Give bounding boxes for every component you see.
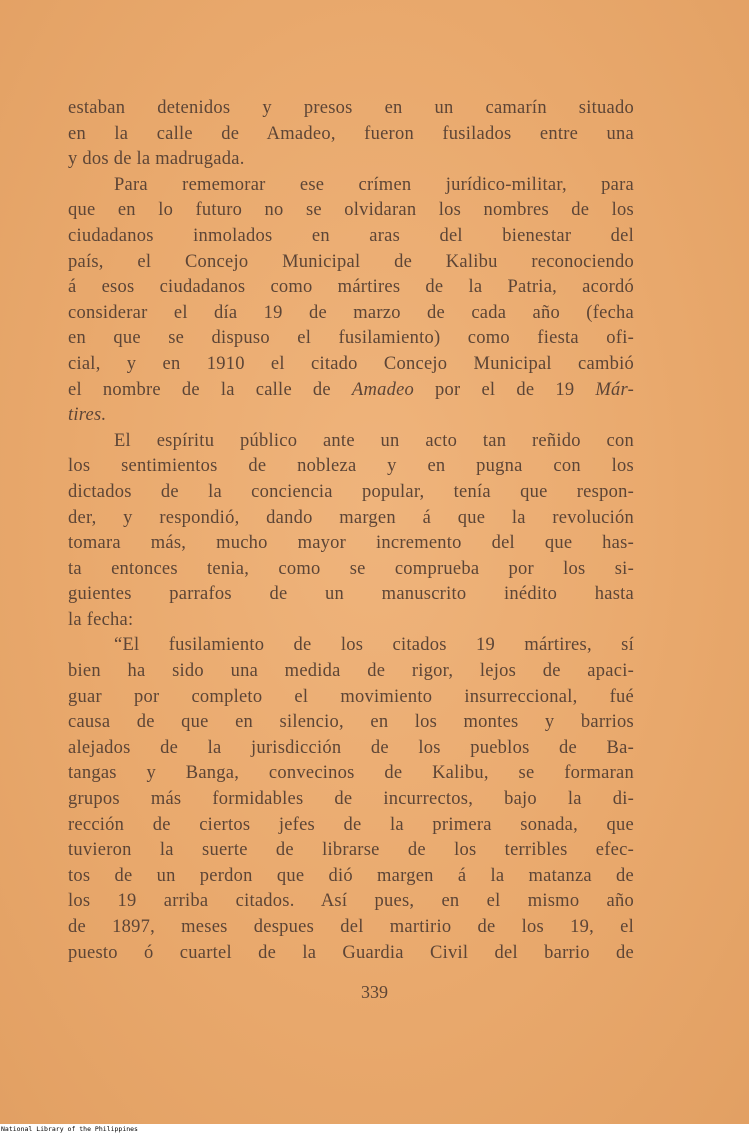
text-line: tuvieron la suerte de librarse de los terribles efec-	[68, 840, 634, 861]
text-line: cial, y en 1910 el citado Concejo Municipal cambió	[68, 353, 634, 374]
paragraph-4-quote	[68, 633, 634, 966]
text-line: tos de un perdon que dió margen á la matanza de	[68, 865, 634, 886]
text-line: que en lo futuro no se olvidaran los nombres de los	[68, 200, 634, 221]
library-footer-credit: National Library of the Philippines	[1, 1125, 138, 1133]
text-line: á esos ciudadanos como mártires de la Patria, acordó	[68, 277, 634, 298]
text-line: alejados de la jurisdicción de los pueblos de Ba-	[68, 737, 634, 758]
text-line: El espíritu público ante un acto tan reñido con	[114, 430, 634, 451]
paragraph-1	[68, 96, 634, 173]
text-line	[68, 378, 634, 404]
text-line: grupos más formidables de incurrectos, bajo la di-	[68, 789, 634, 810]
page-number: 339	[361, 982, 388, 1002]
text-line: de 1897, meses despues del martirio de los 19, el	[68, 917, 634, 937]
text-fragment: el nombre de la calle de	[68, 379, 331, 400]
text-line: ciudadanos inmolados en aras del bienestar del	[68, 225, 634, 246]
street-name-italic: Amadeo	[351, 379, 415, 400]
page-body-text	[68, 96, 634, 966]
text-line: en que se dispuso el fusilamiento) como fiesta ofi-	[68, 328, 634, 349]
text-line: tires.	[68, 405, 107, 426]
text-line: der, y respondió, dando margen á que la revolución	[68, 507, 634, 528]
text-line: considerar el día 19 de marzo de cada año (fecha	[68, 302, 634, 323]
text-line: guar por completo el movimiento insurreccional, fué	[68, 686, 634, 707]
text-line: “El fusilamiento de los citados 19 mártires, sí	[114, 635, 634, 656]
text-line: país, el Concejo Municipal de Kalibu reconociendo	[68, 251, 634, 272]
text-line: los 19 arriba citados. Así pues, en el mismo año	[68, 891, 634, 912]
text-fragment: por el de 19	[435, 379, 575, 400]
text-line: la fecha:	[68, 609, 134, 630]
text-line: puesto ó cuartel de la Guardia Civil del barrio de	[68, 942, 634, 963]
text-line: ta entonces tenia, como se comprueba por los si-	[68, 558, 634, 579]
text-line: bien ha sido una medida de rigor, lejos de apaci-	[68, 661, 634, 682]
paragraph-2	[68, 173, 634, 429]
paragraph-3	[68, 429, 634, 634]
text-line: dictados de la conciencia popular, tenía que respon-	[68, 481, 634, 502]
text-line: y dos de la madrugada.	[68, 149, 245, 170]
text-line: rección de ciertos jefes de la primera sonada, que	[68, 814, 634, 835]
text-line: tangas y Banga, convecinos de Kalibu, se formaran	[68, 763, 634, 784]
text-line: Para rememorar ese crímen jurídico-militar, para	[114, 174, 634, 195]
text-line: los sentimientos de nobleza y en pugna con los	[68, 456, 634, 477]
text-line: estaban detenidos y presos en un camarín situado	[68, 98, 634, 118]
text-line: guientes parrafos de un manuscrito inédito hasta	[68, 584, 634, 605]
text-line: tomara más, mucho mayor incremento del que has-	[68, 533, 634, 554]
text-line: causa de que en silencio, en los montes y barrios	[68, 712, 634, 733]
street-name-italic: Már-	[595, 379, 634, 400]
text-line: en la calle de Amadeo, fueron fusilados entre una	[68, 123, 634, 144]
